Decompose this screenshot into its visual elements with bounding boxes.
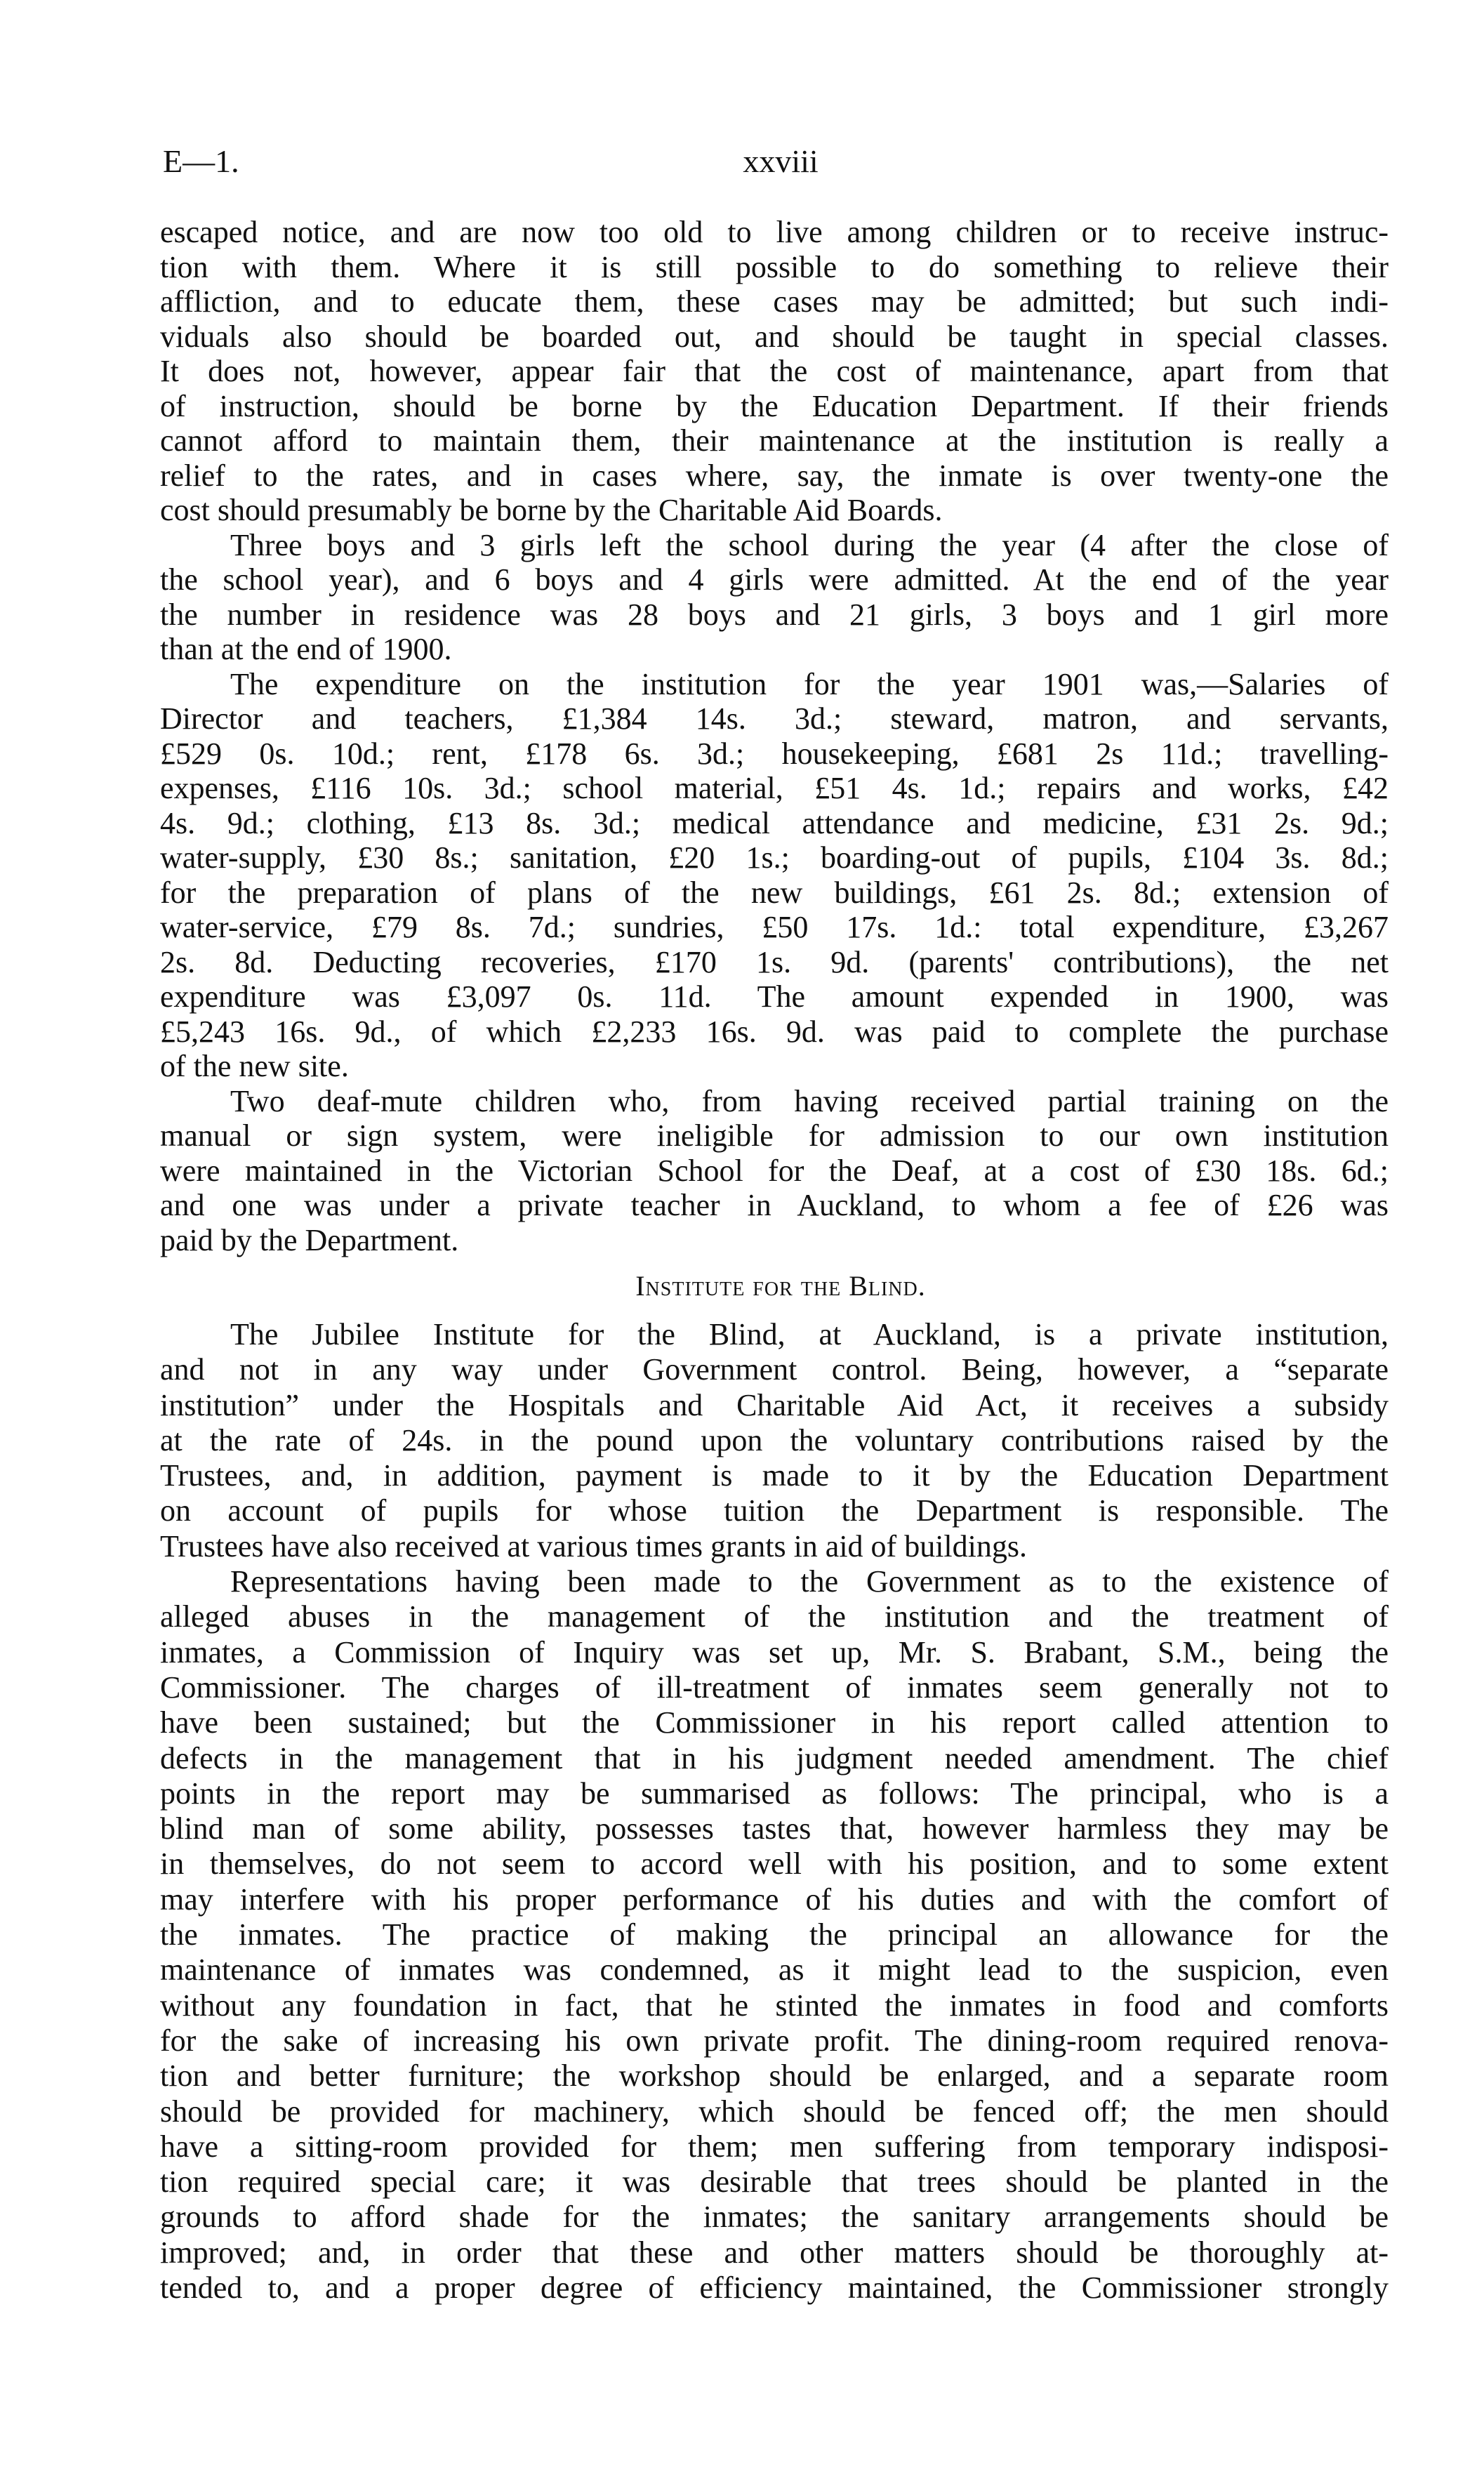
text-line: grounds to afford shade for the inmates; the sanitary arrangements should be — [160, 2200, 1389, 2235]
text-line: were maintained in the Victorian School for the Deaf, at a cost of £30 18s. 6d.; — [160, 1153, 1389, 1188]
text-line: 4s. 9d.; clothing, £13 8s. 3d.; medical attendance and medicine, £31 2s. 9d.; — [160, 805, 1389, 840]
text-line: Two deaf-mute children who, from having received partial training on the — [230, 1083, 1389, 1118]
paragraph — [160, 1084, 1389, 1258]
text-line: blind man of some ability, possesses tastes that, however harmless they may be — [160, 1811, 1389, 1846]
text-line: 2s. 8d. Deducting recoveries, £170 1s. 9d. (parents' contributions), the net — [160, 944, 1389, 979]
text-line: It does not, however, appear fair that the cost of maintenance, apart from that — [160, 354, 1389, 388]
section-heading: Institute for the Blind. — [635, 1270, 926, 1302]
text-line: cost should presumably be borne by the Charitable Aid Boards. — [160, 493, 943, 527]
text-line: Three boys and 3 girls left the school during the year (4 after the close of — [230, 527, 1389, 562]
text-line: water-service, £79 8s. 7d.; sundries, £50 17s. 1d.: total expenditure, £3,267 — [160, 910, 1389, 944]
text-line: tion required special care; it was desirable that trees should be planted in the — [160, 2164, 1389, 2200]
text-line: tended to, and a proper degree of efficiency maintained, the Commissioner strongly — [160, 2270, 1389, 2306]
text-line: of instruction, should be borne by the Education Department. If their friends — [160, 388, 1389, 423]
text-line: on account of pupils for whose tuition the Department is responsible. The — [160, 1493, 1389, 1528]
paragraph — [160, 1564, 1389, 2306]
text-line: of the new site. — [160, 1049, 349, 1083]
text-line: Trustees, and, in addition, payment is made to it by the Education Department — [160, 1458, 1389, 1493]
text-line: than at the end of 1900. — [160, 632, 452, 666]
body-text-bottom — [160, 1317, 1389, 2306]
paragraph — [160, 215, 1389, 528]
text-line: the inmates. The practice of making the principal an allowance for the — [160, 1917, 1389, 1952]
text-line: tion and better furniture; the workshop should be enlarged, and a separate room — [160, 2058, 1389, 2094]
text-line: paid by the Department. — [160, 1222, 459, 1257]
text-line: tion with them. Where it is still possible to do something to relieve their — [160, 249, 1389, 284]
text-line: defects in the management that in his judgment needed amendment. The chief — [160, 1740, 1389, 1776]
text-line: inmates, a Commission of Inquiry was set up, Mr. S. Brabant, S.M., being the — [160, 1634, 1389, 1670]
text-line: have been sustained; but the Commissioner in his report called attention to — [160, 1705, 1389, 1740]
body-text-top — [160, 215, 1389, 1257]
text-line: should be provided for machinery, which should be fenced off; the men should — [160, 2094, 1389, 2129]
text-line: Director and teachers, £1,384 14s. 3d.; steward, matron, and servants, — [160, 701, 1389, 736]
text-line: may interfere with his proper performance of his duties and with the comfort of — [160, 1882, 1389, 1917]
text-line: and one was under a private teacher in Auckland, to whom a fee of £26 was — [160, 1188, 1389, 1222]
text-line: at the rate of 24s. in the pound upon the voluntary contributions raised by the — [160, 1422, 1389, 1457]
text-line: £5,243 16s. 9d., of which £2,233 16s. 9d. was paid to complete the purchase — [160, 1014, 1389, 1049]
text-line: in themselves, do not seem to accord well with his position, and to some extent — [160, 1846, 1389, 1882]
text-line: Representations having been made to the Government as to the existence of — [230, 1564, 1389, 1599]
text-line: for the sake of increasing his own private profit. The dining-room required renova- — [160, 2023, 1389, 2058]
text-line: relief to the rates, and in cases where, say, the inmate is over twenty-one the — [160, 458, 1389, 493]
paragraph — [160, 667, 1389, 1084]
paragraph — [160, 1317, 1389, 1564]
text-line: viduals also should be boarded out, and should be taught in special classes. — [160, 319, 1389, 354]
text-line: points in the report may be summarised as follows: The principal, who is a — [160, 1776, 1389, 1811]
text-line: the school year), and 6 boys and 4 girls were admitted. At the end of the year — [160, 562, 1389, 597]
text-line: expenses, £116 10s. 3d.; school material, £51 4s. 1d.; repairs and works, £42 — [160, 771, 1389, 805]
paragraph — [160, 528, 1389, 667]
text-line: expenditure was £3,097 0s. 11d. The amount expended in 1900, was — [160, 979, 1389, 1014]
document-code: E—1. — [163, 143, 239, 179]
text-line: and not in any way under Government control. Being, however, a “separate — [160, 1352, 1389, 1387]
text-line: Trustees have also received at various times grants in aid of buildings. — [160, 1528, 1028, 1564]
text-line: the number in residence was 28 boys and 21 girls, 3 boys and 1 girl more — [160, 597, 1389, 632]
text-line: for the preparation of plans of the new buildings, £61 2s. 8d.; extension of — [160, 875, 1389, 910]
text-line: cannot afford to maintain them, their maintenance at the institution is really a — [160, 423, 1389, 458]
text-line: escaped notice, and are now too old to live among children or to receive instruc- — [160, 215, 1389, 249]
text-line: without any foundation in fact, that he stinted the inmates in food and comforts — [160, 1988, 1389, 2023]
text-line: institution” under the Hospitals and Charitable Aid Act, it receives a subsidy — [160, 1387, 1389, 1422]
page-number: xxviii — [743, 143, 819, 179]
text-line: affliction, and to educate them, these cases may be admitted; but such indi- — [160, 284, 1389, 319]
text-line: alleged abuses in the management of the institution and the treatment of — [160, 1599, 1389, 1634]
text-line: have a sitting-room provided for them; men suffering from temporary indisposi- — [160, 2129, 1389, 2164]
text-line: maintenance of inmates was condemned, as it might lead to the suspicion, even — [160, 1952, 1389, 1988]
text-line: Commissioner. The charges of ill-treatment of inmates seem generally not to — [160, 1670, 1389, 1705]
text-line: water-supply, £30 8s.; sanitation, £20 1s.; boarding-out of pupils, £104 3s. 8d.; — [160, 840, 1389, 875]
text-line: The expenditure on the institution for the year 1901 was,—Salaries of — [230, 666, 1389, 701]
text-line: improved; and, in order that these and other matters should be thoroughly at- — [160, 2235, 1389, 2270]
text-line: The Jubilee Institute for the Blind, at Auckland, is a private institution, — [230, 1317, 1389, 1351]
text-line: manual or sign system, were ineligible for admission to our own institution — [160, 1118, 1389, 1153]
text-line: £529 0s. 10d.; rent, £178 6s. 3d.; housekeeping, £681 2s 11d.; travelling- — [160, 736, 1389, 771]
